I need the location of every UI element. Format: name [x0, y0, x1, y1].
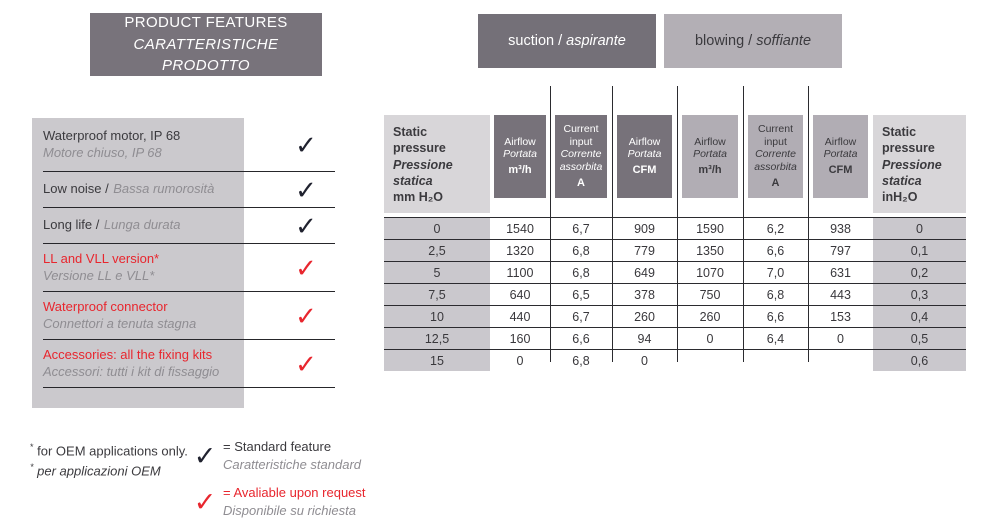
table-cell: 2,5 [384, 240, 490, 261]
column-divider [743, 86, 744, 362]
table-cell: 7,5 [384, 284, 490, 305]
table-cell: 0 [837, 331, 844, 346]
feature-row [43, 208, 335, 244]
feature-label-it: Versione LL e VLL* [43, 267, 155, 283]
column-divider [612, 86, 613, 362]
feature-row [43, 292, 335, 340]
table-cell: 6,6 [572, 331, 590, 346]
product-features-header [90, 13, 322, 76]
column-header-it: Pressione statica [393, 157, 453, 188]
feature-text [43, 299, 277, 333]
column-header-it: Portata [693, 148, 727, 161]
legend-item [190, 484, 366, 519]
product-features-title-en: PRODUCT FEATURES [124, 13, 288, 31]
feature-row [43, 340, 335, 388]
table-cell: 750 [699, 287, 721, 302]
checkmark-icon: ✓ [295, 300, 317, 331]
feature-row [43, 118, 335, 172]
table-row [384, 217, 966, 239]
table-cell: 5 [384, 262, 490, 283]
column-header-en: Airflow [504, 135, 536, 148]
table-cell: 440 [509, 309, 531, 324]
table-cell: 6,6 [766, 309, 785, 324]
table-cell: 0,4 [873, 306, 966, 327]
feature-row [43, 172, 335, 208]
column-header-it: Portata [503, 148, 537, 161]
checkmark-icon: ✓ [295, 252, 317, 283]
feature-label-it: Connettori a tenuta stagna [43, 315, 197, 331]
feature-list [43, 118, 335, 388]
table-cell: 0 [384, 218, 490, 239]
table-cell [743, 350, 808, 371]
table-cell: 6,8 [766, 287, 785, 302]
table-cell: 6,4 [766, 331, 785, 346]
feature-label-en: Low noise / [43, 181, 109, 197]
suction-header [478, 14, 656, 68]
blowing-label-en: blowing / [694, 33, 753, 49]
column-divider [550, 86, 551, 362]
footnote-en-text: for OEM applications only. [37, 443, 188, 459]
column-header-unit: A [771, 176, 780, 189]
feature-row [43, 244, 335, 292]
legend-label-en: = Avaliable upon request [223, 485, 366, 501]
column-header-en: Airflow [694, 135, 726, 148]
feature-label-en: Accessories: all the fixing kits [43, 346, 213, 362]
feature-text [43, 251, 277, 285]
feature-label-en: LL and VLL version* [43, 250, 160, 266]
table-cell: 779 [634, 243, 655, 258]
column-header-static-pressure-in [873, 115, 966, 213]
checkmark-icon: ✓ [295, 348, 317, 379]
legend-label-it: Caratteristiche standard [223, 456, 362, 472]
table-cell: 0,1 [873, 240, 966, 261]
feature-label-en: Waterproof motor, IP 68 [43, 127, 181, 143]
table-cell: 1590 [696, 221, 724, 236]
table-cell: 0 [516, 353, 524, 368]
column-header-it: Corrente assorbita [559, 148, 603, 174]
table-cell: 15 [384, 350, 490, 371]
column-header-en: Current input [757, 122, 793, 148]
table-cell: 0,3 [873, 284, 966, 305]
checkmark-icon: ✓ [295, 129, 317, 160]
column-header-en: Current input [563, 122, 599, 148]
table-cell [808, 350, 873, 371]
table-row [384, 327, 966, 349]
table-row [384, 349, 966, 371]
feature-label-en: Waterproof connector [43, 298, 168, 314]
checkmark-icon: ✓ [295, 174, 317, 205]
table-row [384, 261, 966, 283]
product-features-title-it: CARATTERISTICHE PRODOTTO [133, 35, 279, 75]
footnote-en [30, 441, 188, 461]
table-cell: 10 [384, 306, 490, 327]
legend [190, 438, 366, 519]
column-header-it: Portata [627, 148, 662, 161]
column-header-unit: mm H₂O [393, 190, 444, 204]
table-cell [677, 350, 743, 371]
feature-text [43, 128, 277, 162]
column-header-current-suction [555, 115, 607, 198]
column-header-it: Portata [823, 148, 858, 161]
checkmark-icon: ✓ [193, 441, 217, 471]
table-cell: 0 [706, 331, 714, 346]
column-header-en: Airflow [824, 135, 857, 148]
legend-item [190, 438, 366, 473]
suction-label-en: suction / [508, 33, 563, 49]
table-row [384, 239, 966, 261]
column-header-unit: m³/h [508, 164, 532, 177]
column-header-unit: CFM [828, 164, 853, 177]
column-divider [677, 86, 678, 362]
feature-label-it: Accessori: tutti i kit di fissaggio [43, 363, 220, 379]
footnote-it [30, 461, 188, 481]
column-header-en: Static pressure [882, 125, 935, 156]
table-cell: 6,5 [572, 287, 590, 302]
table-cell: 94 [637, 331, 652, 346]
column-header-current-blowing [748, 115, 803, 198]
feature-text [43, 215, 277, 236]
table-cell: 0,2 [873, 262, 966, 283]
blowing-header [664, 14, 842, 68]
table-cell: 938 [830, 221, 851, 236]
table-cell: 6,7 [572, 221, 590, 236]
table-cell: 1540 [506, 221, 534, 236]
table-cell: 260 [699, 309, 721, 324]
table-cell: 443 [830, 287, 851, 302]
column-header-en: Static pressure [393, 125, 446, 156]
column-header-unit: A [577, 176, 585, 189]
table-row [384, 283, 966, 305]
feature-label-en: Long life / [43, 217, 100, 233]
table-cell: 1070 [696, 265, 724, 280]
footnote-it-text: per applicazioni OEM [37, 463, 161, 479]
feature-text [43, 347, 277, 381]
table-row [384, 305, 966, 327]
table-cell: 649 [634, 265, 655, 280]
table-cell: 0,5 [873, 328, 966, 349]
suction-label-it: aspirante [566, 33, 626, 49]
table-cell: 6,8 [572, 265, 590, 280]
table-cell: 0 [641, 353, 648, 368]
table-cell: 160 [509, 331, 531, 346]
table-cell: 378 [634, 287, 655, 302]
table-cell: 1320 [506, 243, 534, 258]
feature-label-it: Bassa rumorosità [113, 181, 215, 197]
column-header-unit: inH₂O [882, 190, 918, 204]
checkmark-icon: ✓ [295, 210, 317, 241]
table-body [384, 217, 966, 371]
table-cell: 6,2 [766, 221, 785, 236]
table-cell: 797 [830, 243, 851, 258]
legend-label-en: = Standard feature [223, 439, 332, 454]
column-header-cfm-suction [617, 115, 672, 198]
legend-text [223, 484, 366, 519]
checkmark-icon: ✓ [193, 487, 217, 518]
legend-text [223, 438, 361, 473]
asterisk-icon: * [30, 442, 34, 452]
table-cell: 260 [634, 309, 655, 324]
column-header-unit: CFM [632, 164, 657, 177]
column-header-it: Pressione statica [882, 157, 942, 188]
table-cell: 0 [873, 218, 966, 239]
table-cell: 6,6 [766, 243, 785, 258]
table-cell: 153 [830, 309, 851, 324]
column-header-airflow-blowing [682, 115, 738, 198]
table-cell: 0,6 [873, 350, 966, 371]
column-header-unit: m³/h [698, 164, 722, 177]
table-cell: 1350 [696, 243, 724, 258]
table-cell: 6,8 [572, 353, 590, 368]
column-divider [808, 86, 809, 362]
column-header-static-pressure-mm [384, 115, 490, 213]
table-cell: 12,5 [384, 328, 490, 349]
blowing-label-it: soffiante [756, 33, 812, 49]
feature-label-it: Motore chiuso, IP 68 [43, 144, 162, 160]
legend-label-it: Disponibile su richiesta [223, 502, 356, 518]
column-header-airflow-suction [494, 115, 546, 198]
table-cell: 631 [830, 265, 851, 280]
asterisk-icon: * [30, 461, 34, 472]
table-cell: 640 [509, 287, 531, 302]
table-cell: 6,8 [572, 243, 590, 258]
table-cell: 6,7 [572, 309, 590, 324]
table-cell: 909 [634, 221, 655, 236]
table-cell: 1100 [506, 265, 534, 280]
footnote-block [30, 441, 188, 481]
column-header-en: Airflow [628, 135, 661, 148]
column-header-it: Corrente assorbita [754, 148, 797, 174]
column-header-cfm-blowing [813, 115, 868, 198]
table-cell: 7,0 [766, 265, 785, 280]
feature-text [43, 179, 277, 200]
feature-label-it: Lunga durata [103, 217, 181, 233]
